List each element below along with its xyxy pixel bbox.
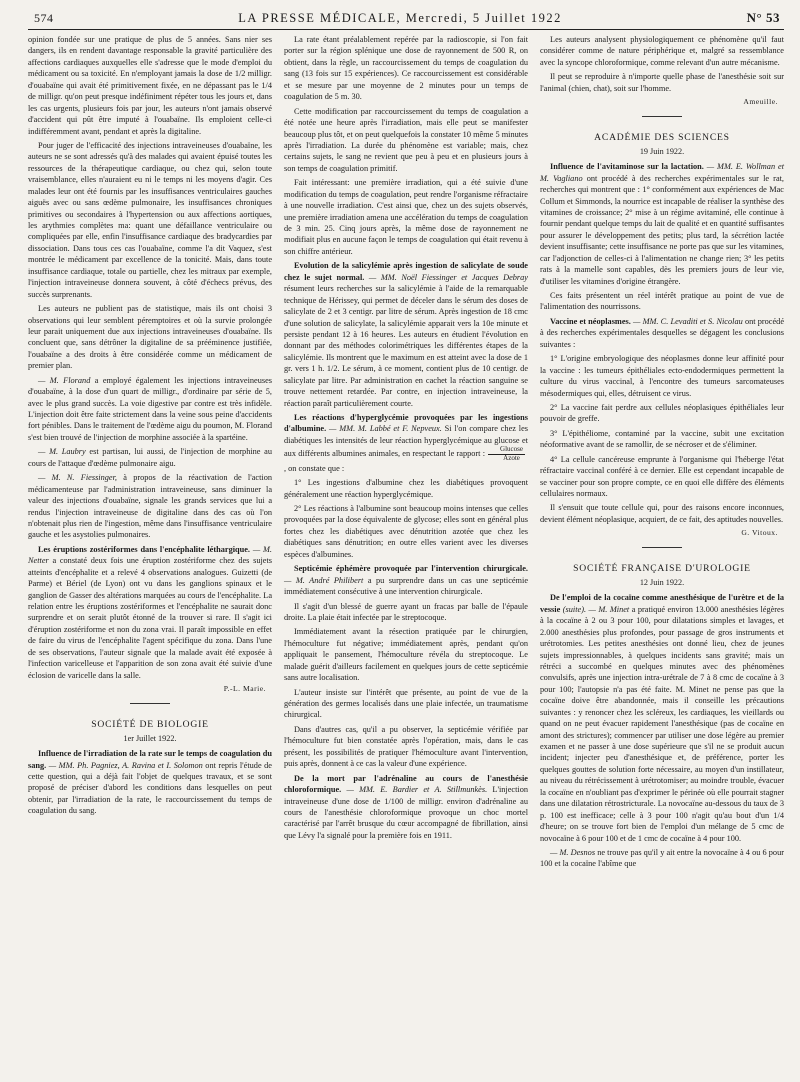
signature: G. Vitoux. xyxy=(741,528,778,538)
article-title: Les éruptions zostériformes dans l'encéphalite léthargique. xyxy=(38,544,251,554)
divider xyxy=(130,703,170,704)
article-title: De la mort par l'adrénaline au cours de l'anesthésie chloroformique. xyxy=(284,773,528,795)
paragraph-text: a constaté deux fois une éruption zostériforme chez des sujets atteints d'encéphalite et a relevé 4 observations analogues. Guizetti (de Parme) et Bériel (de Lyon) ont vu dans les ganglions spinaux et le ganglion de Gasser des altérations marquées au cours de l'encéphalite. La relation entre les éruptions zostériformes et l'encéphalite ne saurait donc surprendre et on serait plutôt étonné de la trouver si rare. Il s'agit ici d'éruption zostériforme et non du zona vrai. Il paraît impossible en effet de faire du virus de l'encéphalite l'agent spécifique du zona. Dans l'une de ses observations, l'auteur signale que la malade avait été exposée à l'infection varicelleuse et l'apparition de son zona avait été suivie d'une éclosion de varicelle dans la salle. xyxy=(28,556,272,680)
paragraph: Immédiatement avant la résection pratiquée par le chirurgien, l'hémoculture fut négative; immédiatement après, pendant qu'on appliquait le pansement, l'hémoculture révéla du streptocoque. Le malade guérit d'ailleurs facilement en quelques jours de cette septicémie sans autre localisation. xyxy=(284,627,528,683)
paragraph: Fait intéressant: une première irradiation, qui a été suivie d'une modification du temps de coagulation, peut rendre l'organisme réfractaire à une nouvelle irradiation. C'est ainsi que, chez un des sujets observés, une première irradiation amena une accélération du temps de coagulation de 3 min. 25. Cinq jours après, la même dose de rayonnement ne modifiait plus en aucune façon le temps de coagulation qui était revenu à son chiffre antérieur. xyxy=(284,178,528,256)
paragraph xyxy=(28,544,272,681)
paragraph-text: à propos de la réactivation de l'action médicamenteuse par l'administration intraveineuse, sans diminuer la valeur des injections d'ouabaïne, signale les grands services que lui a rendus l'injection intraveineuse de digitaline dans des cas où l'on n'obtenait plus rien de l'ingestion, même dans l'insuffisance ventriculaire gauche et les asystolies pulmonaires. xyxy=(28,473,273,540)
author-name: — MM. C. Levaditi et S. Nicolau xyxy=(630,316,743,326)
fraction xyxy=(488,446,525,462)
paragraph-text: a employé également les injections intraveineuses d'ouabaïne, à la dose d'un quart de milligr., d'ordinaire par série de 5, avec le plus grand succès. La voie digestive par contre est très infidèle. L'injection doit être faite strictement dans la veine sous peine d'accidents fort pénibles. Dans le traitement de l'œdème aigu du poumon, M. Florand s'est bien trouvé de l'injection de morphine associée à la spartéine. xyxy=(28,375,272,442)
paragraph xyxy=(540,316,784,350)
paragraph: 2° Les réactions à l'albumine sont beaucoup moins intenses que celles provoquées par la dose équivalente de glycose; elles sont en général plus fortes chez les diabétiques avec dénutrition azotée que chez les diabétiques sans dénutrition; en outre elles varient avec les diverses espèces d'albumines. xyxy=(284,504,528,559)
author-name: — MM. E. Wollman et M. Vagliano xyxy=(540,162,784,183)
column-right xyxy=(540,34,784,873)
column-middle xyxy=(284,34,528,873)
author-name: — MM. Ph. Pagniez, A. Ravina et I. Solomon xyxy=(46,760,203,770)
paragraph xyxy=(284,773,528,842)
signature: P.-L. Marie. xyxy=(223,684,266,694)
paragraph xyxy=(28,375,272,444)
article-title: Influence de l'irradiation de la rate sur le temps de coagulation du sang. xyxy=(28,749,272,770)
section-date: 1er Juillet 1922. xyxy=(123,733,177,743)
article-title: De l'emploi de la cocaïne comme anesthésique de l'urètre et de la vessie xyxy=(540,593,784,614)
author-name: — M. Florand xyxy=(38,375,91,385)
signature: Ameuille. xyxy=(743,97,778,107)
page-number: 574 xyxy=(34,11,54,25)
author-name: — MM. M. Labbé et F. Nepveux. xyxy=(326,424,442,434)
paragraph: Les auteurs analysent physiologiquement ce phénomène qu'il faut considérer comme de nature périphérique et, malgré sa ressemblance avec la syncope chloroformique, comme relevant d'un autre mécanisme. xyxy=(540,35,784,67)
paragraph-text: est partisan, lui aussi, de l'injection de morphine au cours de l'attaque d'œdème pulmonaire aigu. xyxy=(28,447,273,468)
paragraph: Il peut se reproduire à n'importe quelle phase de l'anesthésie soit sur l'animal (chien, chat), soit sur l'homme. xyxy=(540,72,784,93)
paragraph xyxy=(28,446,272,469)
author-name: — M. Minet xyxy=(586,604,630,614)
fraction-denominator: Azote xyxy=(503,454,520,462)
paragraph-text: a pratiqué environ 13.000 anesthésies légères à la cocaïne à 2 ou 3 pour 100, pour dilatations simples et lavages, et 2.000 anesthésies plus profondes, pour passage de gros instruments et urétrotomies. Les petites anesthésies ont donné lieu, chez de jeunes sujets impressionnables, à quelques incidents sans gravité; mais un rétréci a succombé en quelques minutes avec des phénomènes convulsifs, après une injection intra-urétrale de 7 à 8 cmc de cocaïne à 3 pour 100; l'autopsie n'a pas été faite. M. Minet ne pense pas que la cocaïne doive être abandonnée, mais il conseille les précautions suivantes : y renoncer chez les scléreux, les cardiaques, les vieillards ou quand on ne peut évacuer rapidement l'anesthésique (pas de cocaïne en amont des strictures); commencer par utiliser une dose légère au premier examen et ne passer à une dose supérieure que s'il ne se produit aucun incident; injecter peu d'anesthésique et, de préférence, porter les quelques gouttes de solution forte nécessaire, au moyen d'un instillateur, au niveau du rétrécissement à urétrotomiser; au moindre trouble, évacuer la cocaïne en n'oubliant pas d'exprimer le périnée où elle pourrait stagner dans une dilatation rétrostricturale. La novocaïne au-dessous du taux de 3 p. 100 est inefficace; celle à 3 pour 100 n'agit qu'au bout d'un 1/4 d'heure; on se trouve fort bien de l'emploi d'un mélange de 5 cmc de novocaïne à 6 pour 100 et de 1 cmc de cocaïne à 4 pour 100. xyxy=(540,604,784,843)
article-title: Septicémie éphémère provoquée par l'intervention chirurgicale. xyxy=(294,564,528,574)
author-name: — M. André Philibert xyxy=(284,575,364,585)
paragraph: 1° L'origine embryologique des néoplasmes donne leur affinité pour la vaccine : les tumeurs épithéliales ecto-endodermiques permettent la culture du virus vaccinal, à l'encontre des tumeurs sarcomateuses mésodermiques qui, elles, détruisent ce virus. xyxy=(540,354,784,398)
issue-number: N° 53 xyxy=(746,10,780,25)
paragraph: Pour juger de l'efficacité des injections intraveineuses d'ouabaïne, les auteurs ne se sont adressés qu'à des malades qui avaient épuisé toutes les ressources de la thérapeutique cardiaque, ou chez qui, selon toute vraisemblance, elles n'auraient eu ni le temps ni les moyens d'agir. Ces malades leur ont été fournis par les insuffisances ventriculaires gauches aiguës avec ou sans œdème pulmonaire, les insuffisances chroniques primitives ou secondaires à l'hypertension ou aux affections aortiques, les arythmies complètes ma: quant une défaillance ventriculaire ou compliquées par elle, enfin l'insuffisance cardiaque des bradycardies par dissociation. Dans tous ces cas l'ouabaïne, comme l'a dit Vaquez, s'est montrée le médicament par excellence de la tonicité. Mais, dans toute insuffisance cardiaque, totale ou partielle, chez les mitraux par exemple, l'injection intraveineuse donnera souvent, à côté d'échecs prévus, des succès surprenants. xyxy=(28,140,272,299)
paragraph: opinion fondée sur une pratique de plus de 5 années. Sans nier ses dangers, ils en rendent davantage responsable la gravité particulière des affections cardiaques auxquelles elle s'adresse que le mode d'emploi du médicament ou sa toxicité. En n'employant jamais la dose de 1/2 milligr. d'ouabaïne qui avait été primitivement fixée, en ne dépassant pas le 1/4 de milligr. qu'on peut presque indéfiniment répéter tous les jours et, dans les cas urgents, plusieurs fois par jour, les auteurs n'ont jamais observé d'accident qui pût être imputé à l'ouabaïne. Ils emploient celle-ci indifféremment avant, pendant et après la digitaline. xyxy=(28,35,272,136)
paragraph: Ces faits présentent un réel intérêt pratique au point de vue de l'alimentation des nourrissons. xyxy=(540,291,784,312)
author-name: — M. Desnos xyxy=(550,847,596,857)
paragraph xyxy=(284,260,528,409)
journal-title: LA PRESSE MÉDICALE, Mercredi, 5 Juillet 1922 xyxy=(238,11,562,25)
paragraph-text: a pu surprendre dans un cas une septicémie immédiatement consécutive à une intervention chirurgicale. xyxy=(284,575,528,597)
article-title: Influence de l'avitaminose sur la lactation. xyxy=(550,162,704,172)
author-name: — M. Laubry xyxy=(38,447,86,457)
paragraph xyxy=(284,563,528,597)
paragraph-text: ont repris l'étude de cette question, qui a déjà fait l'objet de quelques travaux, et se sont proposé de préciser d'abord les conditions dans lesquelles on peut obtenir, par l'irradiation de la rate, le raccourcissement du temps de coagulation du sang. xyxy=(28,760,272,816)
paragraph: Cette modification par raccourcissement du temps de coagulation a été notée une heure après l'irradiation, mais elle peut se manifester beaucoup plus tôt, et on peut quelquefois la constater 10 même 5 minutes après l'irradiation. La durée du phénomène est variable; mais, chez certains sujets, le sang ne revient que peu à peu et en plusieurs jours à son temps de coagulation primitif. xyxy=(284,106,528,173)
paragraph xyxy=(540,161,784,287)
paragraph: Il s'ensuit que toute cellule qui, pour des raisons encore inconnues, devient élément néoplasique, acquiert, de ce fait, des aptitudes nouvelles. xyxy=(540,503,784,524)
section-date: 19 Juin 1922. xyxy=(639,146,685,156)
author-name: — MM. Noël Fiessinger et Jacques Debray xyxy=(364,272,528,282)
paragraph-text: ont procédé à des recherches expérimentales sur le rat, recherches qui montrent que : 1° conformément aux expériences de Mac Collum et Simmonds, la nourrice est incapable de réaliser la synthèse des vitamines de croissance; 2° mise à un régime avitaminé, elle continue à fournir pendant quelque temps du lait de qualité et en quantité suffisantes pour assurer le développement des petits; plus tard, la sécrétion lactée devient insuffisante; cette insuffisance ne porte pas que sur les vitamines, car l'adjonction de celles-ci à l'alimentation ne change rien; 3° les petits rats à la mamelle sont capables, dès les premiers jours de leur vie, d'utiliser les vitamines d'origine étrangère. xyxy=(540,173,785,286)
paragraph-text: ont procédé à des recherches expérimentales desquelles se dégagent les conclusions suivantes : xyxy=(540,316,784,349)
column-left xyxy=(28,34,272,873)
paragraph-text: ne trouve pas qu'il y ait entre la novocaïne à 4 ou 6 pour 100 et la cocaïne l'abîme que xyxy=(540,847,784,869)
paragraph: Il s'agit d'un blessé de guerre ayant un fracas par balle de l'épaule droite. La plaie était infectée par le streptocoque. xyxy=(284,601,528,622)
paragraph-text: , on constate que : xyxy=(284,463,345,473)
article-title: Evolution de la salicylémie après ingestion de salicylate de soude chez le sujet normal. xyxy=(284,261,528,282)
fraction-numerator: Glucose xyxy=(488,446,525,455)
paragraph: La rate étant préalablement repérée par la radioscopie, si l'on fait porter sur la région splénique une dose de rayonnement de 500 R, on obtient, dans la règle, un raccourcissement du temps de coagulation du sang (13 fois sur 15 expériences). Ce raccourcissement est considérable et se mesure par une moyenne de 2 minutes pour un temps de coagulation de 5 m. 30. xyxy=(284,35,528,102)
divider xyxy=(642,547,682,548)
divider xyxy=(642,116,682,117)
page-header xyxy=(28,10,784,30)
paragraph xyxy=(284,412,528,474)
paragraph: 1° Les ingestions d'albumine chez les diabétiques provoquent généralement une réaction hyperglycémique. xyxy=(284,478,528,499)
article-suffix: (suite). xyxy=(560,604,587,614)
columns xyxy=(28,34,784,873)
paragraph: 2° La vaccine fait perdre aux cellules néoplasiques épithéliales leur pouvoir de greffe. xyxy=(540,402,784,424)
author-name: — M. N. Fiessinger, xyxy=(38,473,117,483)
article-title: Vaccine et néoplasmes. xyxy=(550,316,631,326)
paragraph xyxy=(28,472,272,541)
paragraph xyxy=(28,748,272,817)
paragraph: Les auteurs ne publient pas de statistique, mais ils ont choisi 3 observations qui leur semblent péremptoires et où la survie prolongée leur parait uniquement due aux injections intraveineuses d'ouabaïne. Ils concluent que, sans détrôner la digitaline de sa prééminence justifiée, l'ouabaïne a des droits à être considérée comme un médicament de premier plan. xyxy=(28,304,272,371)
paragraph-text: résument leurs recherches sur la salicylémie à l'aide de la remarquable technique de Hérissey, qui permet de déceler dans le sérum des doses de salicylate de 2 et 3 centigr. par litre de sérum. Après ingestion de 18 cmc d'une solution de salicylate, la salicylémie apparait vers la 10e minute et persiste pendant 12 à 16 heures. Les auteurs en étudient l'évolution en donnant par des méthodes colorimétriques les différentes étapes de la salicylémie. Ils montrent que le maximum en est atteint avec la dose de 1 gr. vers 1 h. 1/2. Le sérum, à ce moment, contient plus de 10 centigr. de salicylate par litre. Par administration en cachet la réaction sanguine se trouve nettement retardée. Par contre, en injection intraveineuse, la réaction paraît particulièrement courte. xyxy=(284,284,528,408)
section-heading: SOCIÉTÉ DE BIOLOGIE xyxy=(91,718,209,730)
paragraph: Dans d'autres cas, qu'il a pu observer, la septicémie vérifiée par l'hémoculture fut bien constatée après l'opération, mais, dans le cas présent, les possibilités de pratiquer l'hémoculture avant l'intervention, puis après, donnent à ce cas la valeur d'une expérience. xyxy=(284,724,528,769)
author-name: — M. Netter xyxy=(28,544,273,566)
section-date: 12 Juin 1922. xyxy=(639,578,685,588)
paragraph: 3° L'épithéliome, contaminé par la vaccine, subit une excitation néoformative avant de se ramollir, de se nécroser et de s'éliminer. xyxy=(540,428,784,450)
paragraph: 4° La cellule cancéreuse emprunte à l'organisme qui l'héberge l'état réfractaire vaccinal conféré à ce dernier. Elle est cependant incapable de se vacciner pour son propre compte, ce en quoi elle diffère des éléments cellulaires normaux. xyxy=(540,454,784,499)
article-title: Les réactions d'hyperglycémie provoquées par les ingestions d'albumine. xyxy=(284,413,528,434)
paragraph xyxy=(540,592,784,844)
paragraph-text: Si l'on compare chez les diabétiques les intensités de leur réaction hyperglycémique au glucose et aux différents albumines animales, en respectant le rapport : xyxy=(284,424,528,459)
section-heading: ACADÉMIE DES SCIENCES xyxy=(594,131,730,143)
section-heading: SOCIÉTÉ FRANÇAISE D'UROLOGIE xyxy=(573,562,751,574)
paragraph-text: L'injection intraveineuse d'une dose de 1/100 de milligr. environ d'adrénaline au cours de l'anesthésie chloroformique provoque un choc mortel caractérisé par l'arrêt brusque du cœur accompagné de fibrillation, ainsi que Lévy l'a signalé pour la première fois en 1911. xyxy=(284,785,528,840)
author-name: — MM. E. Bardier et A. Stillmunkès. xyxy=(341,785,488,795)
paragraph xyxy=(540,847,784,870)
paragraph: L'auteur insiste sur l'intérêt que présente, au point de vue de la génération des germes localisés dans une plaie infectée, un traumatisme chirurgical. xyxy=(284,687,528,720)
